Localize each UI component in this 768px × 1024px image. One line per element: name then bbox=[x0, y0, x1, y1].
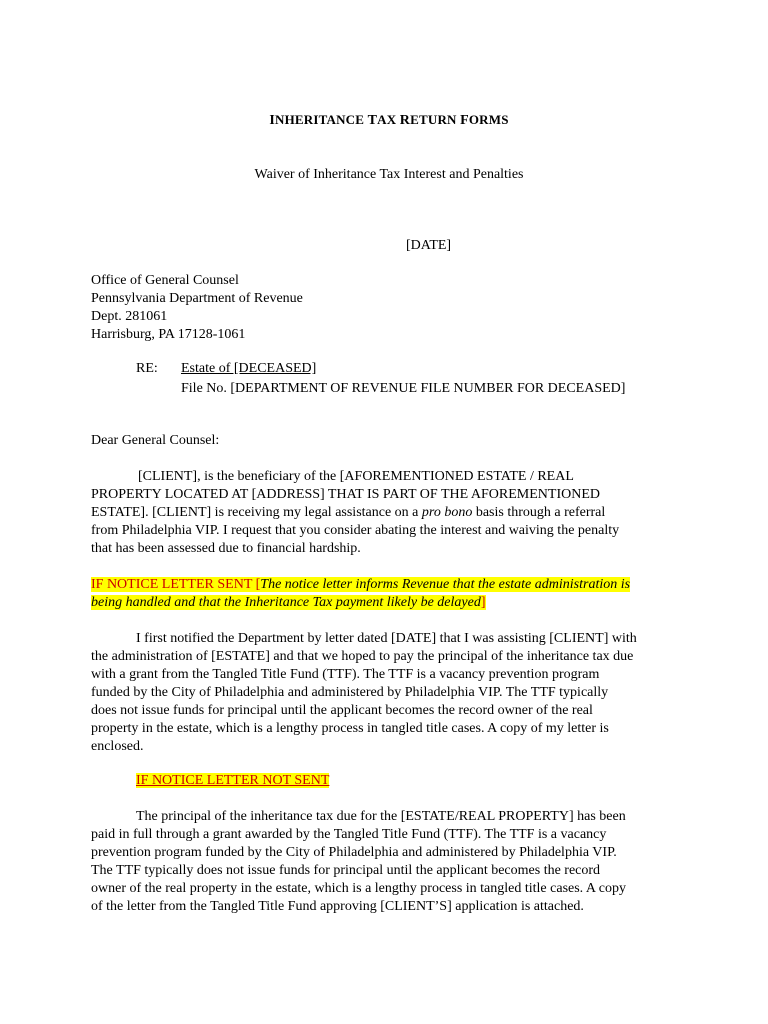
notice-sent-note-line: being handled and that the Inheritance Tax payment likely be delayed] bbox=[91, 595, 486, 610]
address-line: Pennsylvania Department of Revenue bbox=[91, 291, 303, 306]
paragraph-line: owner of the real property in the estate, which is a lengthy process in tangled title cases. A copy bbox=[91, 881, 626, 896]
paragraph-line: does not issue funds for principal until the applicant becomes the record owner of the real bbox=[91, 703, 593, 718]
paragraph-line: that has been assessed due to financial hardship. bbox=[91, 541, 361, 556]
paragraph-line: The principal of the inheritance tax due for the [ESTATE/REAL PROPERTY] has been bbox=[136, 809, 626, 824]
address-line: Office of General Counsel bbox=[91, 273, 239, 288]
paragraph-line: of the letter from the Tangled Title Fund approving [CLIENT’S] application is attached. bbox=[91, 899, 584, 914]
notice-sent-note: The notice letter informs Revenue that the estate administration is bbox=[260, 577, 631, 592]
paragraph-line: I first notified the Department by letter dated [DATE] that I was assisting [CLIENT] with bbox=[136, 631, 637, 646]
address-line: Dept. 281061 bbox=[91, 309, 168, 324]
title-initial-r: R bbox=[399, 113, 411, 128]
paragraph-line: [CLIENT], is the beneficiary of the [AFOREMENTIONED ESTATE / REAL bbox=[138, 469, 574, 484]
paragraph-line: paid in full through a grant awarded by the Tangled Title Fund (TTF). The TTF is a vacancy bbox=[91, 827, 607, 842]
re-label: RE: bbox=[136, 361, 158, 376]
letter-date: [DATE] bbox=[406, 238, 452, 253]
paragraph-line: prevention program funded by the City of Philadelphia and administered by Philadelphia VIP. bbox=[91, 845, 617, 860]
paragraph-line: with a grant from the Tangled Title Fund (TTF). The TTF is a vacancy prevention program bbox=[91, 667, 600, 682]
re-file-number: File No. [DEPARTMENT OF REVENUE FILE NUMBER FOR DECEASED] bbox=[181, 381, 626, 396]
title-word-forms: ORMS bbox=[468, 112, 509, 127]
paragraph-line: funded by the City of Philadelphia and administered by Philadelphia VIP. The TTF typically bbox=[91, 685, 609, 700]
paragraph-line: The TTF typically does not issue funds for principal until the applicant becomes the record bbox=[91, 863, 601, 878]
title-initial-f: F bbox=[460, 113, 469, 128]
paragraph-line: the administration of [ESTATE] and that we hoped to pay the principal of the inheritance tax due bbox=[91, 649, 634, 664]
notice-sent-heading: IF NOTICE LETTER SENT [The notice letter informs Revenue that the estate administration is bbox=[91, 577, 631, 592]
address-line: Harrisburg, PA 17128-1061 bbox=[91, 327, 246, 342]
paragraph-line: from Philadelphia VIP. I request that you consider abating the interest and waiving the penalty bbox=[91, 523, 620, 538]
pro-bono-text: pro bono bbox=[421, 505, 473, 520]
paragraph-line: enclosed. bbox=[91, 739, 144, 754]
salutation: Dear General Counsel: bbox=[91, 433, 220, 448]
paragraph-line: PROPERTY LOCATED AT [ADDRESS] THAT IS PART OF THE AFOREMENTIONED bbox=[91, 487, 600, 502]
title-initial-t: T bbox=[367, 113, 378, 128]
document-title bbox=[0, 111, 768, 130]
re-estate: Estate of [DECEASED] bbox=[181, 361, 317, 376]
title-word-inheritance: NHERITANCE bbox=[274, 112, 365, 127]
title-word-tax: AX bbox=[377, 112, 397, 127]
paragraph-line: ESTATE]. [CLIENT] is receiving my legal assistance on a pro bono basis through a referral bbox=[91, 505, 606, 520]
title-word-return: ETURN bbox=[410, 112, 457, 127]
title-initial-i: I bbox=[269, 113, 275, 128]
notice-not-sent-heading: IF NOTICE LETTER NOT SENT bbox=[136, 773, 330, 788]
paragraph-line: property in the estate, which is a lengthy process in tangled title cases. A copy of my letter is bbox=[91, 721, 609, 736]
document-subtitle: Waiver of Inheritance Tax Interest and Penalties bbox=[254, 167, 524, 182]
